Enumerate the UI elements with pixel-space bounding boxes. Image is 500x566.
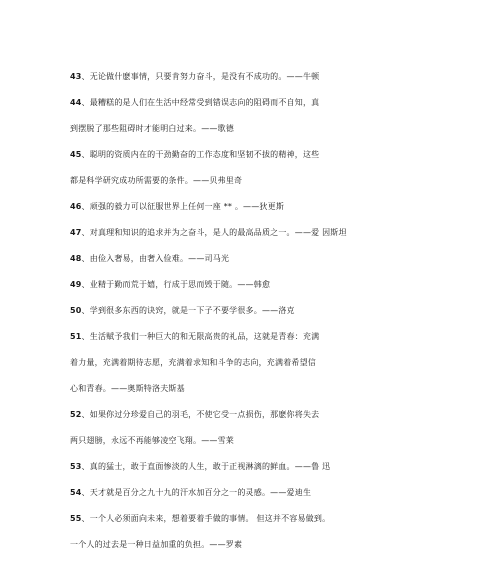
quote-text: 、真的猛士，敢于直面惨淡的人生，敢于正视淋漓的鲜血。——鲁 迅	[81, 462, 331, 471]
quote-53	[70, 458, 498, 484]
quote-number: 45	[70, 150, 82, 159]
quote-52-cont	[70, 432, 498, 458]
quote-43	[70, 68, 498, 94]
quote-49	[70, 276, 498, 302]
quote-55-cont	[70, 536, 498, 562]
quote-text: 心和青春。——奥斯特洛夫斯基	[70, 384, 185, 393]
quote-text: 到摆脱了那些阻碍时才能明白过来。——歌德	[70, 124, 234, 133]
quote-50	[70, 302, 498, 328]
quote-number: 46	[70, 202, 82, 211]
quote-45	[70, 146, 498, 172]
quote-number: 44	[70, 98, 82, 107]
quote-number: 55	[70, 514, 82, 523]
quote-number: 50	[70, 306, 82, 315]
quote-number: 54	[70, 488, 82, 497]
quote-text: 、学到很多东西的诀窍，就是一下子不要学很多。——洛克	[81, 306, 295, 315]
quote-55	[70, 510, 498, 536]
quote-51-cont	[70, 354, 498, 380]
quote-number: 49	[70, 280, 82, 289]
quote-number: 47	[70, 228, 82, 237]
quote-51	[70, 328, 498, 354]
quote-text: 、最糟糕的是人们在生活中经常受到错误志向的阻碍而不自知，真	[81, 98, 320, 107]
quote-text: 都是科学研究成功所需要的条件。——贝弗里奇	[70, 176, 243, 185]
quote-text: 、如果你过分珍爱自己的羽毛，不使它受一点损伤，那麽你将失去	[81, 410, 320, 419]
quote-number: 43	[70, 72, 82, 81]
quote-text: 、聪明的资质内在的干劲勤奋的工作态度和坚韧不拔的精神，这些	[81, 150, 320, 159]
quote-list	[70, 68, 498, 562]
quote-45-cont	[70, 172, 498, 198]
quote-54	[70, 484, 498, 510]
quote-text: 、无论做什麽事情，只要肯努力奋斗，是没有不成功的。——牛顿	[81, 72, 320, 81]
quote-48	[70, 250, 498, 276]
quote-text: 、由俭入奢易，由奢入俭难。——司马光	[81, 254, 230, 263]
quote-number: 52	[70, 410, 82, 419]
quote-text: 一个人的过去是一种日益加重的负担。——罗素	[70, 540, 243, 549]
quote-51-cont	[70, 380, 498, 406]
quote-text: 、一个人必须面向未来，想着要着手做的事情。 但这并不容易做到。	[81, 514, 331, 523]
quote-text: 、对真理和知识的追求并为之奋斗，是人的最高品质之一。——爱 因斯坦	[81, 228, 347, 237]
quote-number: 51	[70, 332, 82, 341]
quote-47	[70, 224, 498, 250]
quote-52	[70, 406, 498, 432]
quote-text: 两只翅膀，永远不再能够凌空飞翔。——雪莱	[70, 436, 234, 445]
quote-text: 、生活赋予我们一种巨大的和无限高贵的礼品，这就是青春：充满	[81, 332, 320, 341]
quote-text: 、天才就是百分之九十九的汗水加百分之一的灵感。——爱迪生	[81, 488, 312, 497]
quote-number: 53	[70, 462, 82, 471]
quote-46	[70, 198, 498, 224]
quote-44	[70, 94, 498, 120]
quote-number: 48	[70, 254, 82, 263]
quote-44-cont	[70, 120, 498, 146]
quote-text: 、业精于勤而荒于嬉，行成于思而毁于随。——韩愈	[81, 280, 271, 289]
quote-text: 着力量，充满着期待志愿，充满着求知和斗争的志向，充满着希望信	[70, 358, 316, 367]
quote-text: 、顽强的毅力可以征服世界上任何一座 ** 。——狄更斯	[81, 202, 285, 211]
